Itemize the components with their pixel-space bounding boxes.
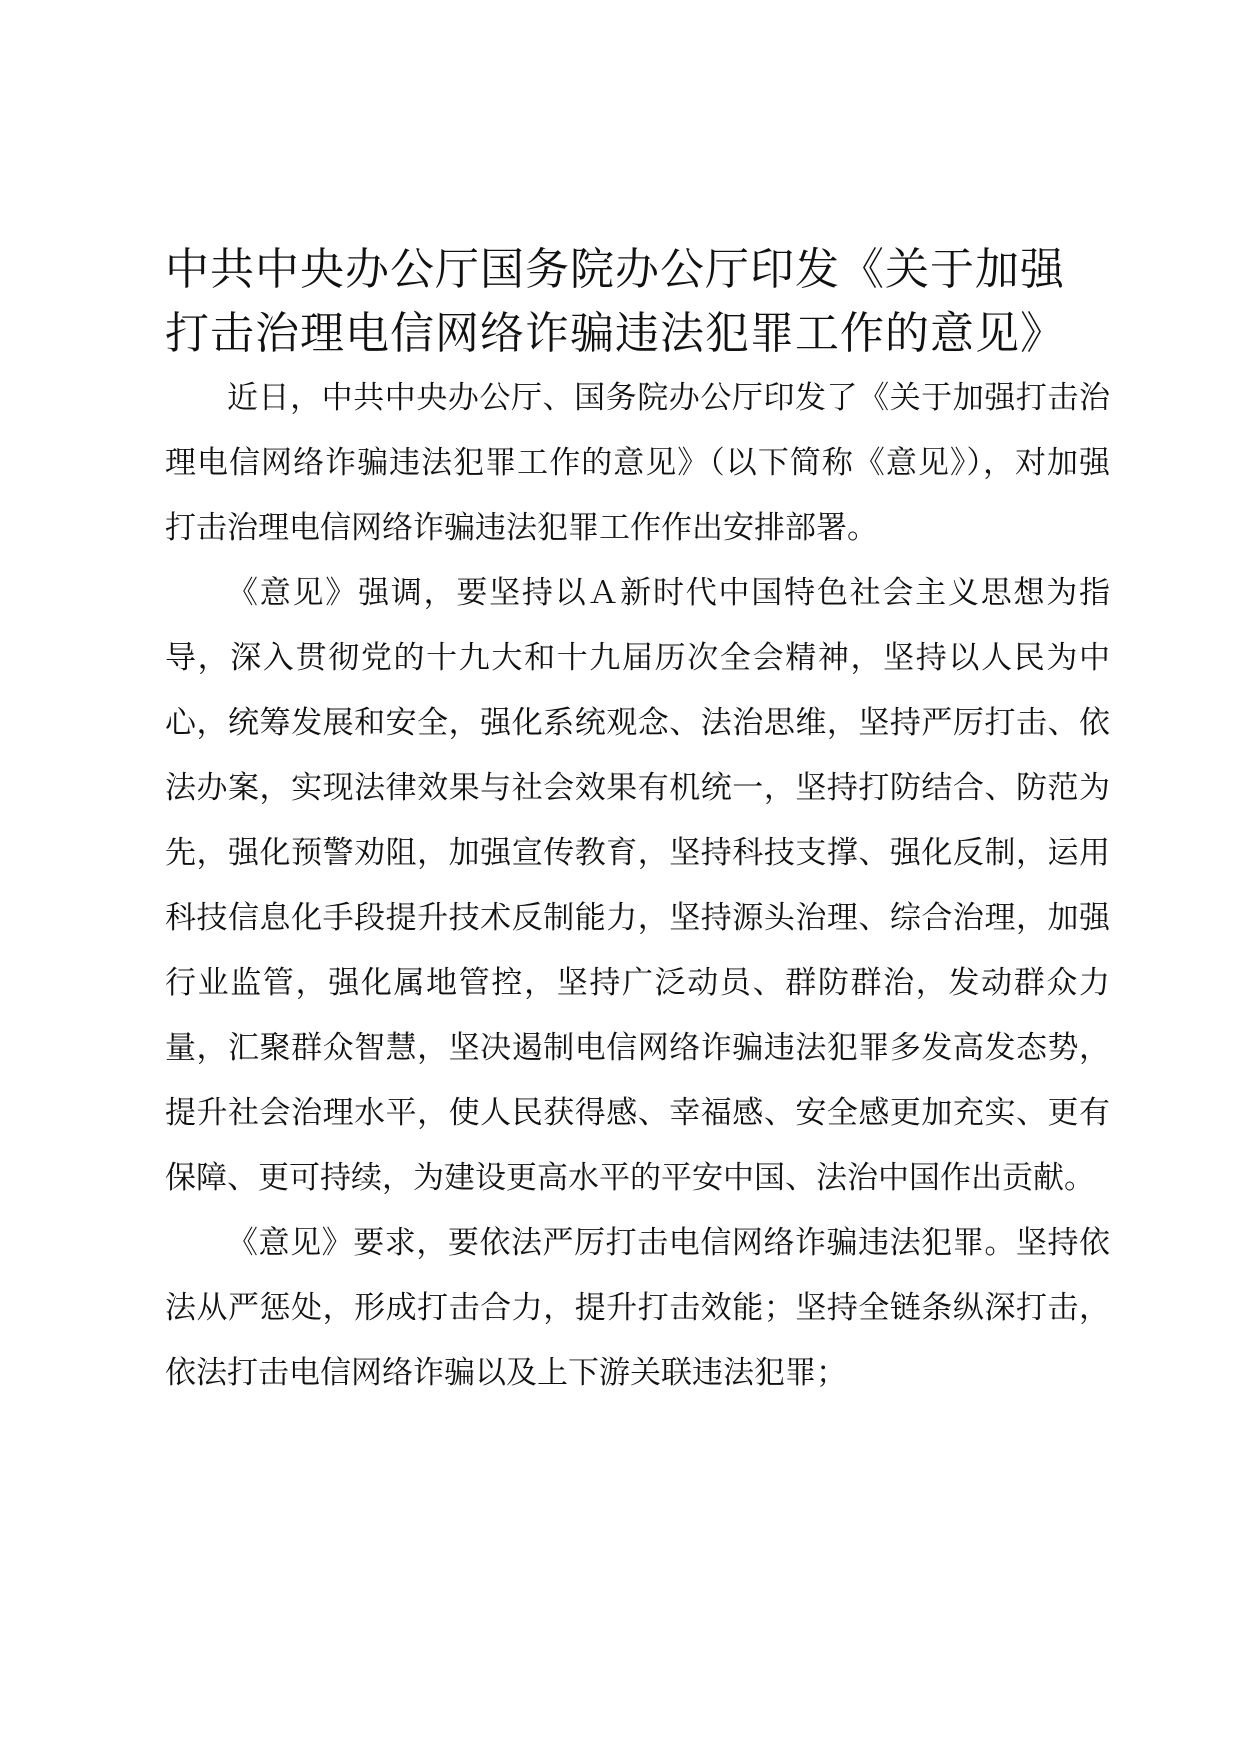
- paragraph-3: 《意见》要求，要依法严厉打击电信网络诈骗违法犯罪。坚持依法从严惩处，形成打击合力，提升打击效能；坚持全链条纵深打击，依法打击电信网络诈骗以及上下游关联违法犯罪；: [165, 1225, 1110, 1391]
- document-title: [165, 238, 1110, 366]
- title-line-1: 中共中央办公厅国务院办公厅印发《关于加强: [165, 244, 1065, 295]
- title-line-2: 打击治理电信网络诈骗违法犯罪工作的意见》: [165, 308, 1065, 359]
- paragraph-2: 《意见》强调，要坚持以Ａ新时代中国特色社会主义思想为指导，深入贯彻党的十九大和十九届历次全会精神，坚持以人民为中心，统筹发展和安全，强化系统观念、法治思维，坚持严厉打击、依法办案，实现法律效果与社会效果有机统一，坚持打防结合、防范为先，强化预警劝阻，加强宣传教育，坚持科技支撑、强化反制，运用科技信息化手段提升技术反制能力，坚持源头治理、综合治理，加强行业监管，强化属地管控，坚持广泛动员、群防群治，发动群众力量，汇聚群众智慧，坚决遏制电信网络诈骗违法犯罪多发高发态势，提升社会治理水平，使人民获得感、幸福感、安全感更加充实、更有保障、更可持续，为建设更高水平的平安中国、法治中国作出贡献。: [165, 575, 1110, 1196]
- paragraph-1: 近日，中共中央办公厅、国务院办公厅印发了《关于加强打击治理电信网络诈骗违法犯罪工作的意见》（以下简称《意见》），对加强打击治理电信网络诈骗违法犯罪工作作出安排部署。: [165, 380, 1110, 546]
- document-page: [165, 238, 1110, 1406]
